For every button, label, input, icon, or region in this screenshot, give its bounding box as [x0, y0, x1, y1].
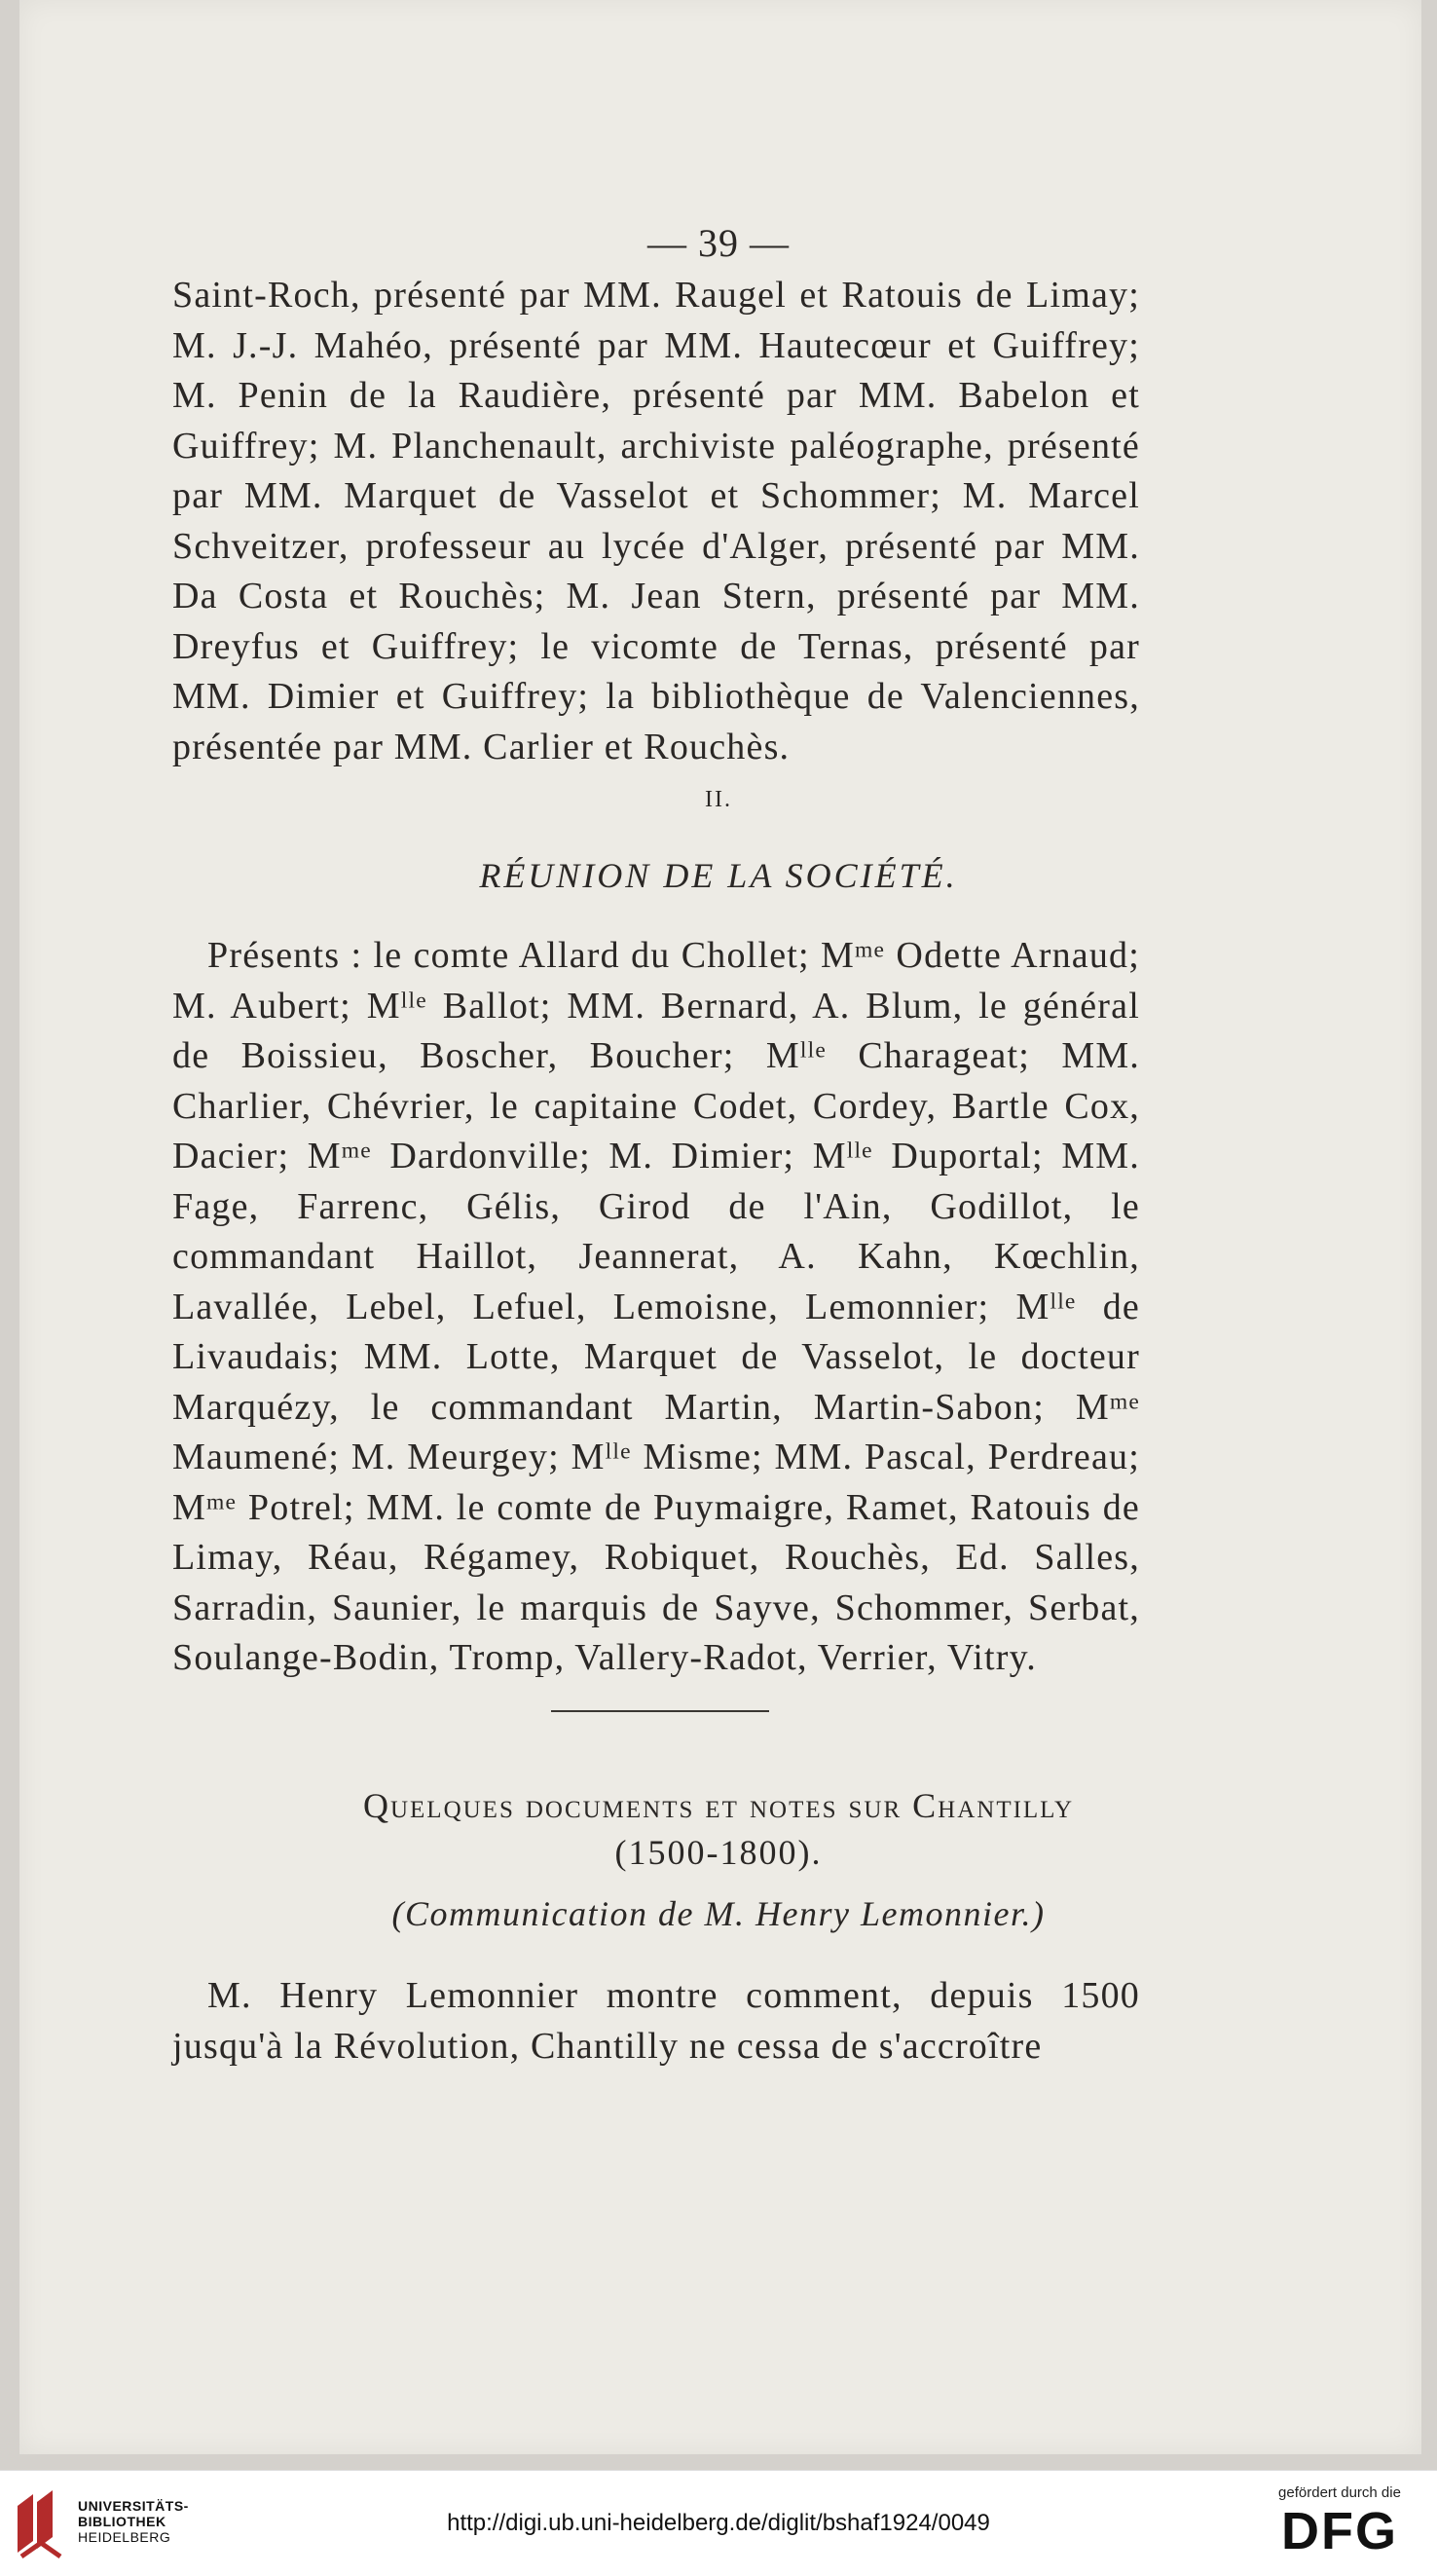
page-number: — 39 — [647, 221, 790, 265]
closing-paragraph-text: M. Henry Lemonnier montre comment, depuis 1500 jusqu'à la Révolution, Chantilly ne cessa de s'accroître [172, 1975, 1140, 2067]
opening-paragraph [172, 271, 1140, 772]
funded-by-label: gefördert durch die [1278, 2484, 1401, 2501]
permalink-url[interactable]: http://digi.ub.uni-heidelberg.de/diglit/bshaf1924/0049 [447, 2510, 990, 2536]
university-library-name: UNIVERSITÄTS- BIBLIOTHEK HEIDELBERG [78, 2498, 189, 2545]
section-heading: RÉUNION DE LA SOCIÉTÉ. [479, 856, 958, 895]
attendees-paragraph [172, 931, 1140, 1684]
article-title-line-1: Quelques documents et notes sur Chantilly [362, 1786, 1075, 1825]
section-number: II. [705, 787, 732, 812]
article-title [0, 1782, 1437, 1876]
communication-credit: (Communication de M. Henry Lemonnier.) [391, 1894, 1046, 1933]
article-title-line-2: (1500-1800). [614, 1833, 823, 1872]
dfg-logo-icon: DFG [1281, 2502, 1398, 2560]
funder-block [1262, 2484, 1418, 2560]
opening-paragraph-text: Saint-Roch, présenté par MM. Raugel et Ratouis de Limay; M. J.-J. Mahéo, présenté par MM. Hautecœur et Guiffrey; M. Penin de la Raudière, présenté par MM. Babelon et Guiffrey; M. Planchenault, archiviste paléographe, présenté par MM. Marquet de Vasselot et Schommer; M. Marcel Schveitzer, professeur au lycée d'Alger, présenté par MM. Da Costa et Rouchès; M. Jean Stern, présenté par MM. Dreyfus et Guiffrey; le vicomte de Ternas, présenté par MM. Dimier et Guiffrey; la bibliothèque de Valenciennes, présentée par MM. Carlier et Rouchès. [172, 275, 1140, 767]
viewer-footer [0, 2470, 1437, 2576]
closing-paragraph [172, 1971, 1140, 2072]
attendees-text: Présents : le comte Allard du Chollet; $M^{me}$ Odette Arnaud; M. Aubert; $M^{lle}$ Ballot; MM. Bernard, A. Blum, le général de Boissieu, Boscher, Boucher; $M^{lle}$ Charageat; MM. Charlier, Chévrier, le capitaine Codet, Cordey, Bartle Cox, Dacier; $M^{me}$ Dardonville; M. Dimier; $M^{lle}$ Duportal; MM. Fage, Farrenc, Gélis, Girod de l'Ain, Godillot, le commandant Haillot, Jeannerat, A. Kahn, Kœchlin, Lavallée, Lebel, Lefuel, Lemoisne, Lemonnier; $M^{lle}$ de Livaudais; MM. Lotte, Marquet de Vasselot, le docteur Marquézy, le commandant Martin, Martin-Sabon; $M^{me}$ Maumené; M. Meurgey; $M^{lle}$ Misme; MM. Pascal, Perdreau; $M^{me}$ Potrel; MM. le comte de Puymaigre, Ramet, Ratouis de Limay, Réau, Régamey, Robiquet, Rouchès, Ed. Salles, Sarradin, Saunier, le marquis de Sayve, Schommer, Serbat, Soulange-Bodin, Tromp, Vallery-Radot, Verrier, Vitry. [172, 935, 1141, 1678]
section-divider [551, 1710, 769, 1712]
